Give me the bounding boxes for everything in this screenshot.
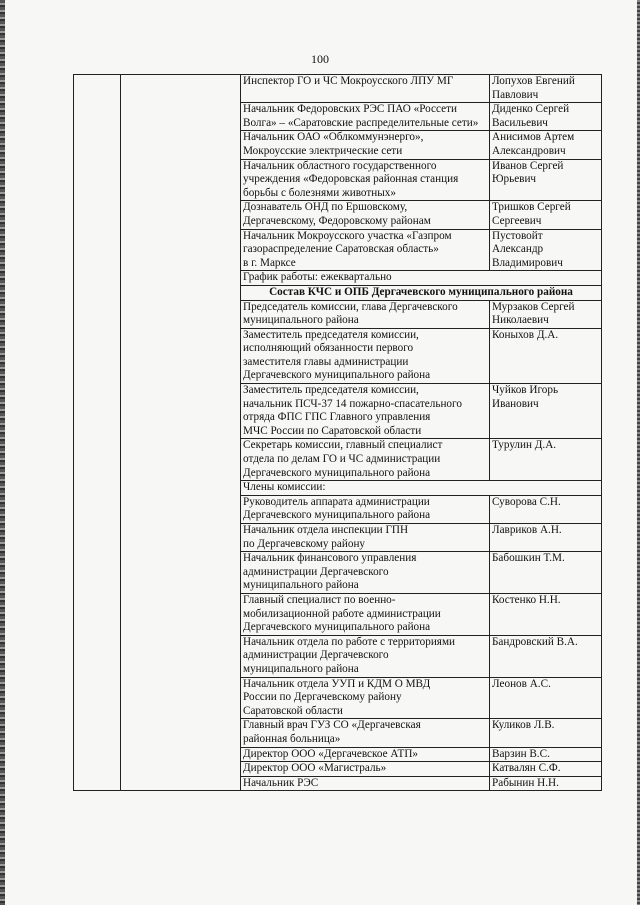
position-cell: Директор ООО «Магистраль»: [241, 762, 490, 777]
position-cell: Председатель комиссии, глава Дергачевского муниципального района: [241, 300, 490, 328]
position-cell: Секретарь комиссии, главный специалист отдела по делам ГО и ЧС администрации Дергачевского муниципального района: [241, 439, 490, 481]
section-heading: Состав КЧС и ОПБ Дергачевского муниципального района: [241, 285, 602, 300]
name-cell: Бандровский В.А.: [490, 635, 602, 677]
name-cell: Пустовойт Александр Владимирович: [490, 229, 602, 271]
position-cell: Заместитель председателя комиссии, исполняющий обязанности первого заместителя главы администрации Дергачевского муниципального района: [241, 328, 490, 383]
position-cell: Начальник РЭС: [241, 776, 490, 791]
note-text: Члены комиссии:: [241, 481, 602, 496]
position-cell: Директор ООО «Дергачевское АТП»: [241, 747, 490, 762]
name-cell: Суворова С.Н.: [490, 495, 602, 523]
name-cell: Чуйков Игорь Иванович: [490, 384, 602, 439]
position-cell: Начальник Мокроусского участка «Газпром газораспределение Саратовская область» в г. Марксе: [241, 229, 490, 271]
name-cell: Лавриков А.Н.: [490, 524, 602, 552]
name-cell: Мурзаков Сергей Николаевич: [490, 300, 602, 328]
position-cell: Главный врач ГУЗ СО «Дергачевская районная больница»: [241, 719, 490, 747]
page-number: 100: [311, 52, 329, 66]
commission-table: [73, 74, 602, 791]
scan-edge-left: [0, 0, 5, 905]
name-cell: Костенко Н.Н.: [490, 593, 602, 635]
position-cell: Заместитель председателя комиссии, начальник ПСЧ-37 14 пожарно-спасательного отряда ФПС ГПС Главного управления МЧС России по Саратовской области: [241, 384, 490, 439]
name-cell: Рабынин Н.Н.: [490, 776, 602, 791]
name-cell: Диденко Сергей Васильевич: [490, 103, 602, 131]
position-cell: Руководитель аппарата администрации Дергачевского муниципального района: [241, 495, 490, 523]
name-cell: Катвалян С.Ф.: [490, 762, 602, 777]
position-cell: Главный специалист по военно- мобилизационной работе администрации Дергачевского муниципального района: [241, 593, 490, 635]
name-cell: Бабошкин Т.М.: [490, 552, 602, 594]
position-cell: Начальник Федоровских РЭС ПАО «Россети Волга» – «Саратовские распределительные сети»: [241, 103, 490, 131]
table-row: [74, 75, 602, 103]
name-cell: Иванов Сергей Юрьевич: [490, 159, 602, 201]
name-cell: Лопухов Евгений Павлович: [490, 75, 602, 103]
empty-column-2: [121, 75, 241, 791]
name-cell: Леонов А.С.: [490, 677, 602, 719]
commission-table-body: [74, 75, 602, 791]
position-cell: Начальник областного государственного учреждения «Федоровская районная станция борьбы с болезнями животных»: [241, 159, 490, 201]
name-cell: Коныхов Д.А.: [490, 328, 602, 383]
name-cell: Варзин В.С.: [490, 747, 602, 762]
note-text: График работы: ежеквартально: [241, 271, 602, 286]
position-cell: Начальник отдела по работе с территориями администрации Дергачевского муниципального района: [241, 635, 490, 677]
position-cell: Инспектор ГО и ЧС Мокроусского ЛПУ МГ: [241, 75, 490, 103]
position-cell: Начальник отдела УУП и КДМ О МВД России по Дергачевскому району Саратовской области: [241, 677, 490, 719]
name-cell: Турулин Д.А.: [490, 439, 602, 481]
position-cell: Начальник финансового управления администрации Дергачевского муниципального района: [241, 552, 490, 594]
name-cell: Анисимов Артем Александрович: [490, 131, 602, 159]
position-cell: Начальник ОАО «Облкоммунэнерго», Мокроусские электрические сети: [241, 131, 490, 159]
empty-column-1: [74, 75, 121, 791]
name-cell: Куликов Л.В.: [490, 719, 602, 747]
name-cell: Тришков Сергей Сергеевич: [490, 201, 602, 229]
position-cell: Начальник отдела инспекции ГПН по Дергачевскому району: [241, 524, 490, 552]
position-cell: Дознаватель ОНД по Ершовскому, Дергачевскому, Федоровскому районам: [241, 201, 490, 229]
